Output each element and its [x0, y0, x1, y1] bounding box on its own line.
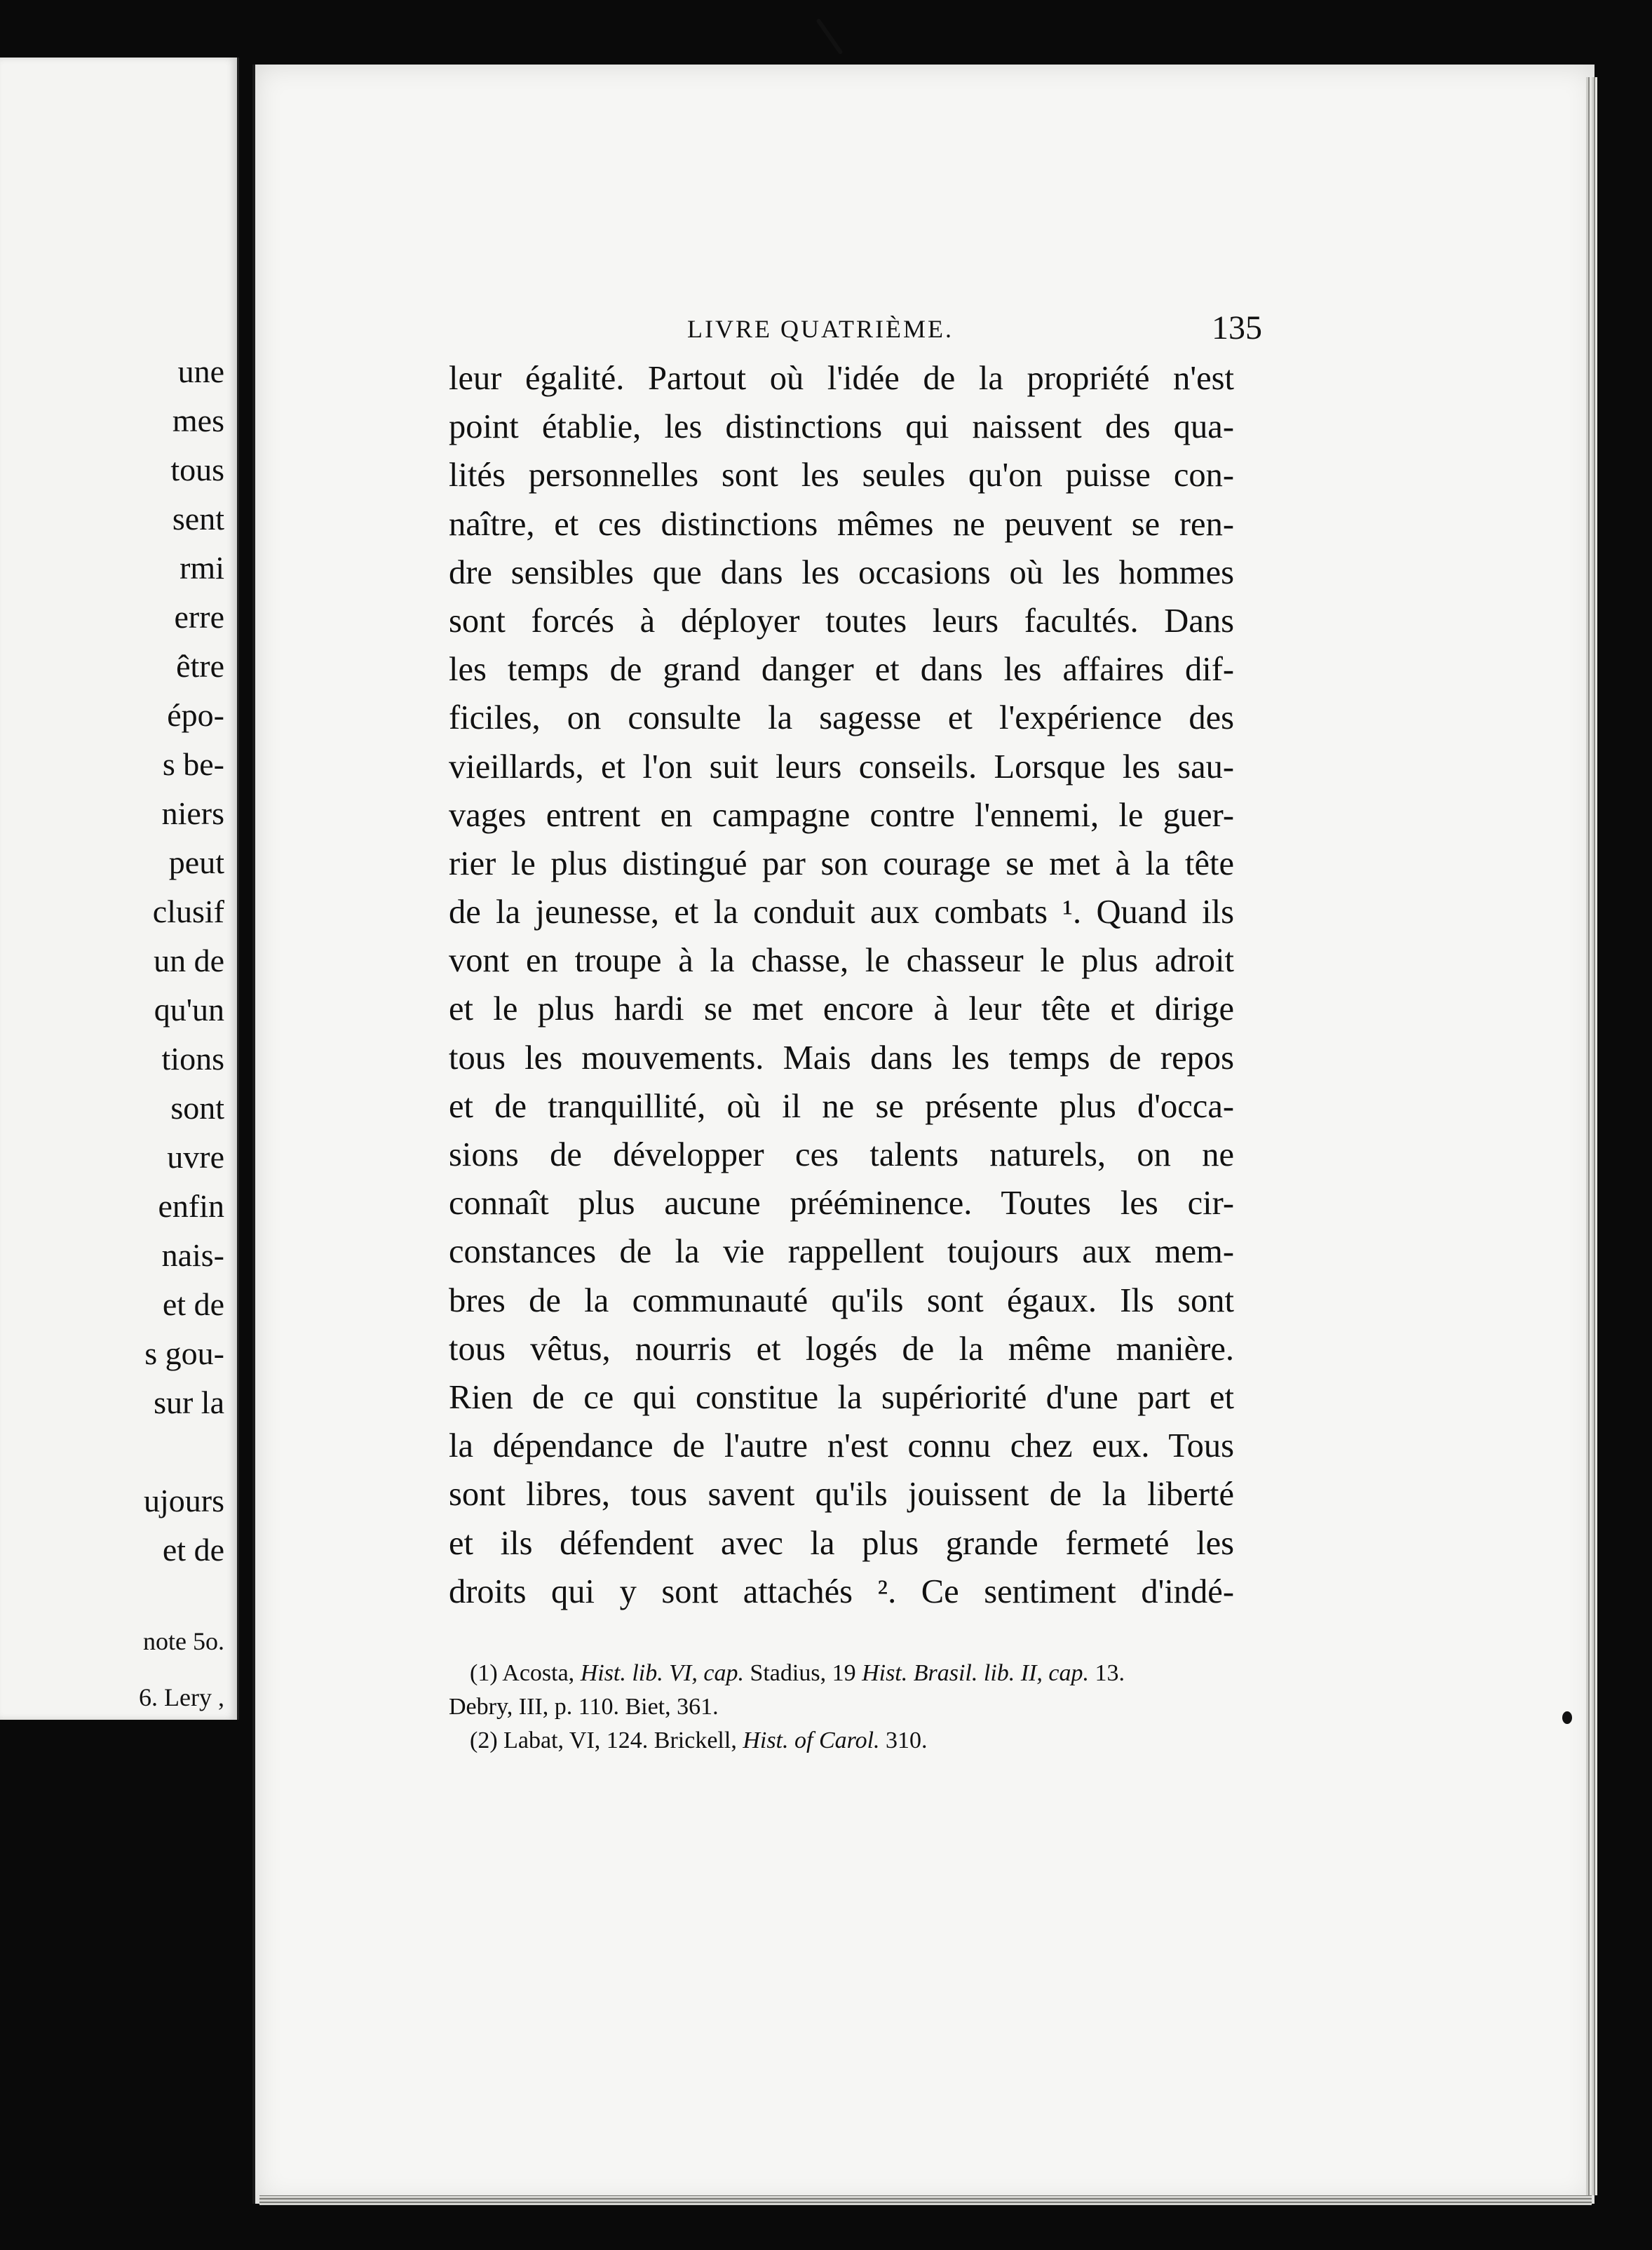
text-line: lités personnelles sont les seules qu'on puisse con- — [449, 457, 1234, 494]
left-line: clusif — [152, 894, 224, 929]
footnote-1 — [449, 1657, 1241, 1690]
left-line: un de — [154, 943, 224, 978]
text-line: sont libres, tous savent qu'ils jouissent de la liberté — [449, 1476, 1234, 1514]
left-line: rmi — [180, 550, 224, 586]
footnote-title: Hist. Brasil. lib. II, cap. — [862, 1660, 1090, 1686]
text-line: et de tranquillité, où il ne se présente plus d'occa- — [449, 1087, 1234, 1125]
page-edge-bottom — [259, 2195, 1592, 2205]
page-header — [449, 309, 1262, 351]
text-line: vont en troupe à la chasse, le chasseur le plus adroit — [449, 942, 1234, 980]
footnote-text: (1) Acosta, — [470, 1660, 581, 1686]
left-line: sont — [170, 1090, 224, 1126]
footnote-title: Hist. of Carol. — [743, 1727, 880, 1753]
text-line: et ils défendent avec la plus grande fermeté les — [449, 1524, 1234, 1562]
text-line: de la jeunesse, et la conduit aux combats ¹. Quand ils — [449, 894, 1234, 931]
footnote-2 — [449, 1724, 1241, 1758]
text-line: sions de développer ces talents naturels, on ne — [449, 1136, 1234, 1173]
left-line: enfin — [158, 1188, 224, 1224]
text-line: bres de la communauté qu'ils sont égaux. Ils sont — [449, 1281, 1234, 1319]
text-line: Rien de ce qui constitue la supériorité d'une part et — [449, 1378, 1234, 1416]
text-line: ficiles, on consulte la sagesse et l'expérience des — [449, 699, 1234, 737]
left-line: nais- — [161, 1237, 224, 1273]
text-line: point établie, les distinctions qui naissent des qua- — [449, 408, 1234, 446]
footnote-text: 310. — [879, 1727, 928, 1753]
text-line: leur égalité. Partout où l'idée de la propriété n'est — [449, 360, 1234, 397]
left-line: sur la — [154, 1385, 224, 1420]
left-footnote: 6. Lery , — [139, 1683, 224, 1711]
text-line: tous vêtus, nourris et logés de la même manière. — [449, 1330, 1234, 1368]
left-line: sent — [172, 501, 224, 537]
left-line: et de — [162, 1286, 224, 1322]
left-line: tions — [161, 1041, 224, 1077]
left-line: tous — [170, 452, 224, 487]
text-line: vages entrent en campagne contre l'ennemi, le guer- — [449, 796, 1234, 834]
text-line: connaît plus aucune prééminence. Toutes les cir- — [449, 1185, 1234, 1222]
page-number: 135 — [1212, 309, 1262, 346]
left-line: une — [177, 353, 224, 389]
left-line: être — [176, 648, 224, 684]
text-line: les temps de grand danger et dans les affaires dif- — [449, 651, 1234, 689]
left-line: qu'un — [154, 992, 224, 1028]
scan-mark — [815, 18, 843, 55]
left-line: erre — [174, 599, 224, 635]
left-line: épo- — [167, 697, 224, 733]
left-line: ujours — [144, 1483, 224, 1518]
text-line: rier le plus distingué par son courage se met à la tête — [449, 844, 1234, 882]
body-text — [449, 354, 1234, 1616]
page-edge — [1586, 77, 1597, 2195]
footnote-text: Stadius, 19 — [743, 1660, 862, 1686]
left-line: mes — [172, 403, 224, 438]
left-line: uvre — [167, 1139, 224, 1175]
running-title: LIVRE QUATRIÈME. — [687, 315, 954, 343]
text-line: et le plus hardi se met encore à leur tête et dirige — [449, 990, 1234, 1028]
text-line: droits qui y sont attachés ². Ce sentiment d'indé- — [449, 1572, 1234, 1610]
footnote-text: (2) Labat, VI, 124. Brickell, — [470, 1727, 743, 1753]
footnote-text: 13. — [1089, 1660, 1125, 1686]
footnote-1-continued: Debry, III, p. 110. Biet, 361. — [449, 1694, 719, 1720]
left-line: niers — [161, 795, 224, 831]
text-line: naître, et ces distinctions mêmes ne peuvent se ren- — [449, 505, 1234, 543]
left-footnote: note 5o. — [143, 1627, 224, 1655]
left-line: peut — [168, 844, 224, 880]
footnote-title: Hist. lib. VI, cap. — [580, 1660, 744, 1686]
left-line: et de — [162, 1532, 224, 1568]
text-line: sont forcés à déployer toutes leurs facultés. Dans — [449, 602, 1234, 640]
previous-page-fragment — [0, 58, 239, 1720]
left-line: s be- — [162, 746, 224, 782]
ink-speck — [1562, 1711, 1572, 1724]
text-line: dre sensibles que dans les occasions où les hommes — [449, 553, 1234, 591]
footnotes — [449, 1657, 1241, 1758]
text-line: constances de la vie rappellent toujours aux mem- — [449, 1233, 1234, 1271]
text-line: vieillards, et l'on suit leurs conseils. Lorsque les sau- — [449, 748, 1234, 786]
text-line: la dépendance de l'autre n'est connu chez eux. Tous — [449, 1427, 1234, 1465]
left-line: s gou- — [144, 1335, 224, 1371]
text-line: tous les mouvements. Mais dans les temps de repos — [449, 1039, 1234, 1077]
